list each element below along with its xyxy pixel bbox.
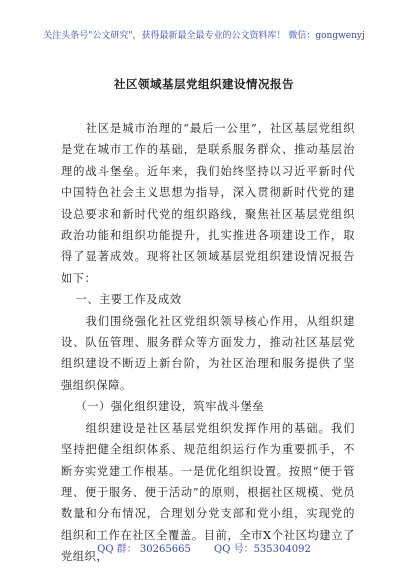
section-paragraph: 我们围绕强化社区党组织领导核心作用，从组织建设、队伍管理、服务群众等方面发力，推动社区基层党组织建设不断迈上新台阶，为社区治理和服务提供了坚强组织保障。 [61,314,355,392]
qq-number-text: QQ 号：535304092 [214,544,311,555]
qq-group-text: QQ 群： 30265665 [97,544,191,555]
subsection-heading: （一）强化组织建设，筑牢战斗堡垒 [75,400,265,414]
document-body [61,118,355,568]
intro-paragraph: 社区是城市治理的“最后一公里”，社区基层党组织是党在城市工作的基础，是联系服务群众、推动基层治理的战斗堡垒。近年来，我们始终坚持以习近平新时代中国特色社会主义思想为指导，深入贯彻新时代党的建设总要求和新时代党的组织路线，聚焦社区基层党组织政治功能和组织功能提升，扎实推进各项建设工作，取得了显著成效。现将社区领域基层党组织建设情况报告如下： [61,122,355,285]
header-banner: 关注头条号"公文研究"，获得最新最全最专业的公文资料库！ 微信：gongwenyj [43,31,365,41]
document-title: 社区领域基层党组织建设情况报告 [114,77,294,91]
footer-contact [0,540,408,555]
subsection-paragraph: 组织建设是社区基层党组织发挥作用的基础。我们坚持把健全组织体系、规范组织运行作为重要抓手，不断夯实党建工作根基。一是优化组织设置。按照“便于管理、便于服务、便于活动”的原则，根据社区规模、党员数量和分布情况，合理划分党支部和党小组，实现党的组织和工作在社区全覆盖。目前，全市X个社区均建立了党组织， [61,421,355,564]
section-heading: 一、主要工作及成效 [75,293,182,307]
